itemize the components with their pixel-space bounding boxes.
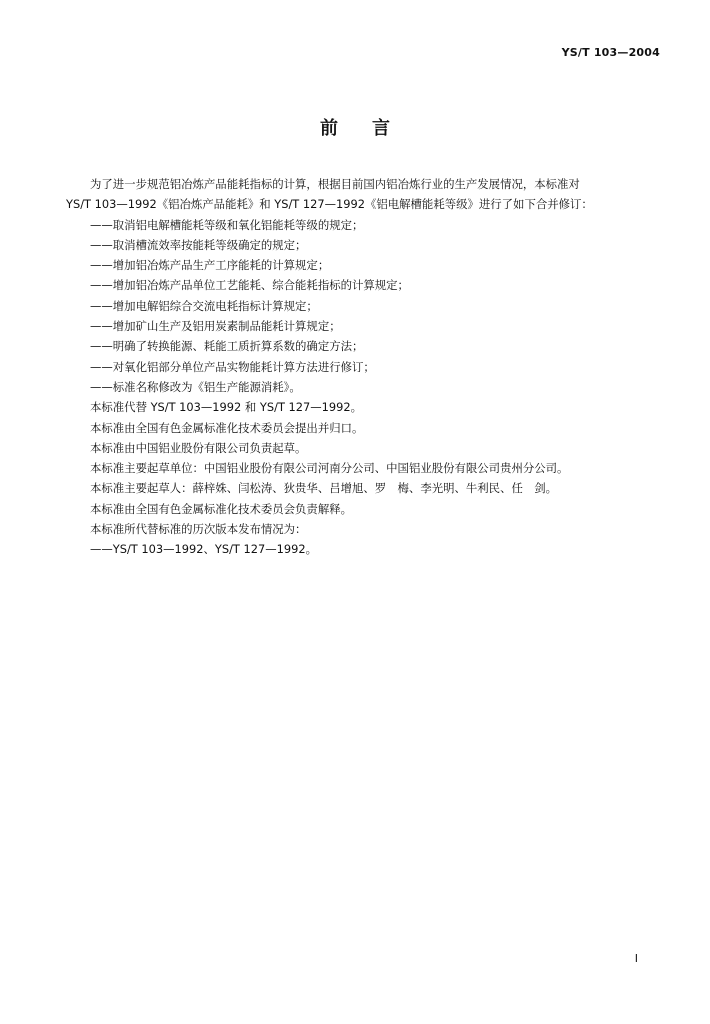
page-number: I — [634, 952, 638, 965]
change-item: ——标准名称修改为《铝生产能源消耗》。 — [90, 379, 301, 394]
document-body — [66, 174, 662, 560]
change-item: ——对氧化铝部分单位产品实物能耗计算方法进行修订； — [90, 359, 375, 374]
statement-drafting-units: 本标准主要起草单位：中国铝业股份有限公司河南分公司、中国铝业股份有限公司贵州分公司。 — [90, 461, 569, 476]
change-item: ——增加电解铝综合交流电耗指标计算规定； — [90, 298, 318, 313]
intro-line-1: 为了进一步规范铝冶炼产品能耗指标的计算，根据目前国内铝冶炼行业的生产发展情况，本标准对 — [90, 177, 580, 191]
change-item: ——增加铝冶炼产品单位工艺能耗、综合能耗指标的计算规定； — [90, 278, 409, 293]
statement-drafters: 本标准主要起草人：薛梓姝、闫松涛、狄贵华、吕增旭、罗 梅、李光明、牛利民、任 剑。 — [90, 481, 558, 496]
statement-history-intro: 本标准所代替标准的历次版本发布情况为： — [90, 522, 307, 537]
change-item: ——取消槽流效率按能耗等级确定的规定； — [90, 237, 307, 252]
statement-interpretation: 本标准由全国有色金属标准化技术委员会负责解释。 — [90, 501, 352, 516]
statement-drafted-by: 本标准由中国铝业股份有限公司负责起草。 — [90, 440, 307, 455]
intro-line-2: YS/T 103—1992《铝冶炼产品能耗》和 YS/T 127—1992《铝电解槽能耗等级》进行了如下合并修订： — [66, 197, 593, 212]
page-title: 前言 — [320, 118, 424, 139]
standard-code: YS/T 103—2004 — [561, 46, 660, 59]
statement-proposed-by: 本标准由全国有色金属标准化技术委员会提出并归口。 — [90, 420, 364, 435]
history-item: ——YS/T 103—1992、YS/T 127—1992。 — [90, 542, 318, 557]
statement-replaces: 本标准代替 YS/T 103—1992 和 YS/T 127—1992。 — [90, 400, 363, 415]
change-item: ——明确了转换能源、耗能工质折算系数的确定方法； — [90, 339, 364, 354]
change-item: ——取消铝电解槽能耗等级和氧化铝能耗等级的规定； — [90, 217, 364, 232]
change-item: ——增加矿山生产及铝用炭素制品能耗计算规定； — [90, 319, 341, 334]
change-item: ——增加铝冶炼产品生产工序能耗的计算规定； — [90, 258, 330, 273]
